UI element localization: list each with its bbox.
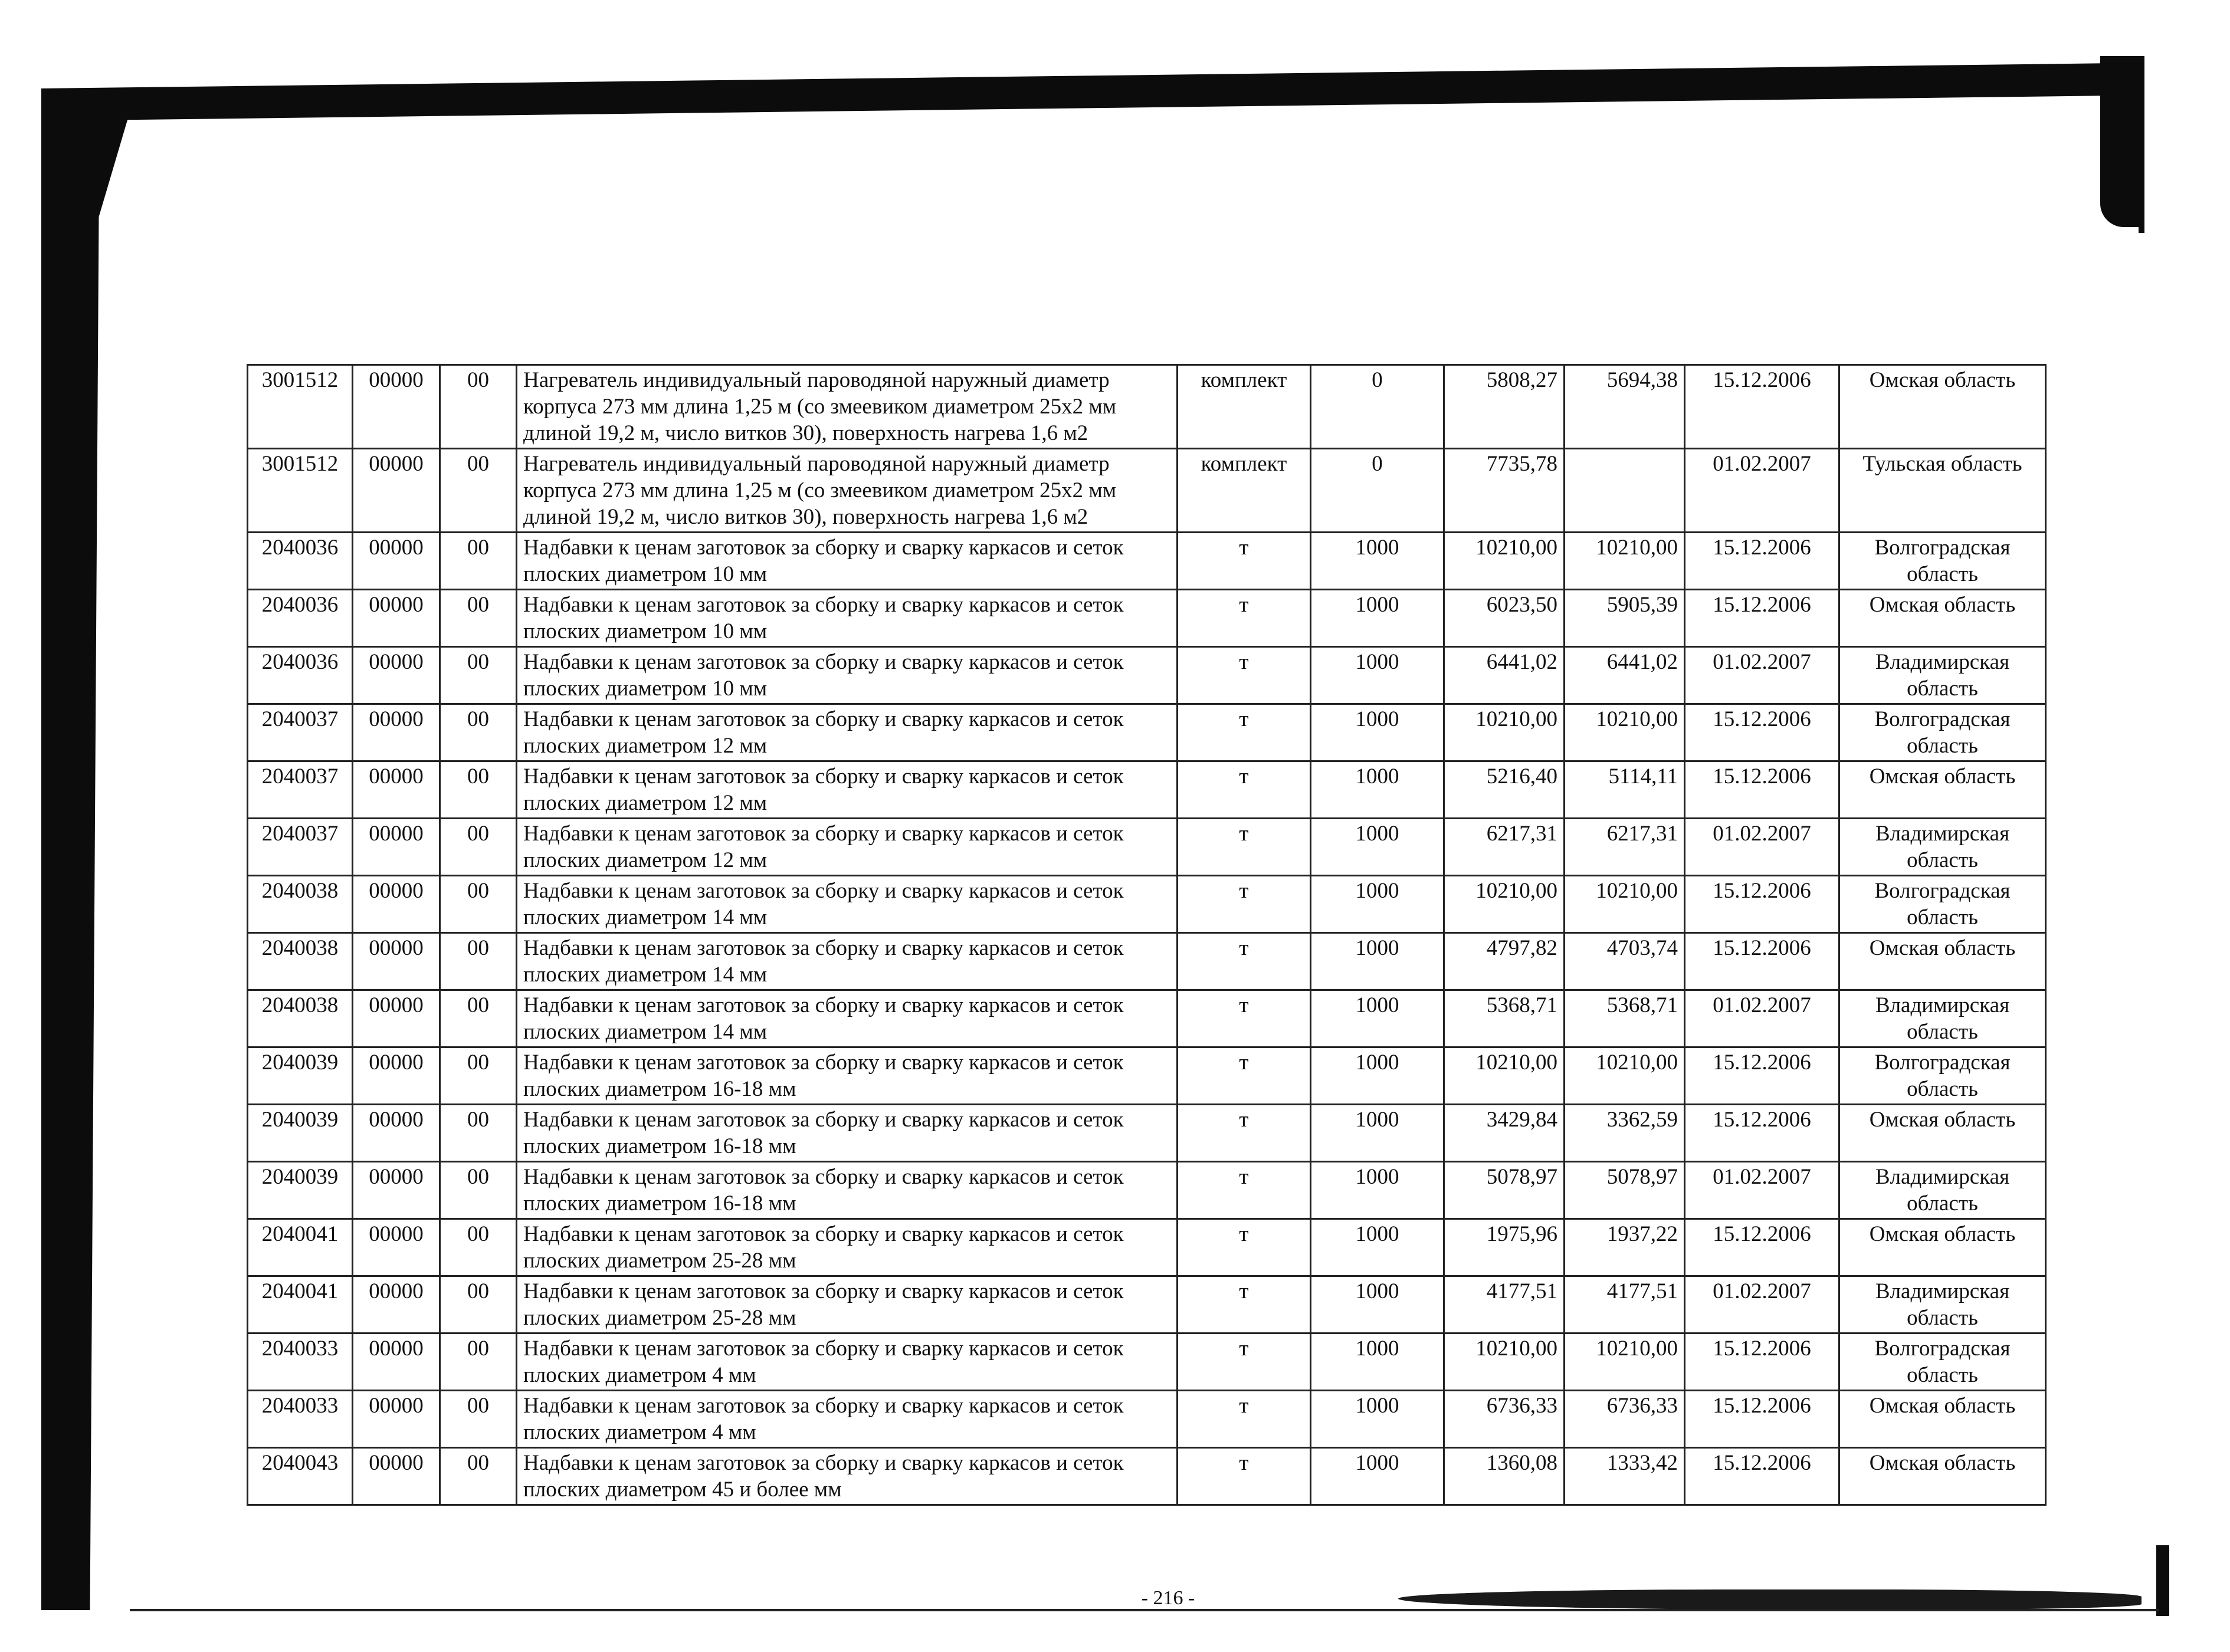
cell-region: Волгоградская область — [1839, 876, 2046, 933]
cell-index: 00 — [440, 1162, 517, 1219]
table-row — [248, 1276, 2046, 1334]
cell-quantity: 1000 — [1311, 933, 1444, 990]
cell-unit: т — [1178, 1334, 1311, 1391]
cell-quantity: 1000 — [1311, 1391, 1444, 1448]
cell-subcode: 00000 — [353, 1334, 440, 1391]
cell-price: 5114,11 — [1565, 761, 1685, 819]
cell-date: 15.12.2006 — [1685, 590, 1839, 647]
cell-name: Надбавки к ценам заготовок за сборку и сварку каркасов и сеток плоских диаметром 14 мм — [517, 990, 1178, 1047]
cell-index: 00 — [440, 1047, 517, 1105]
cell-code: 2040039 — [248, 1162, 353, 1219]
cell-unit: т — [1178, 1276, 1311, 1334]
cell-unit: т — [1178, 1219, 1311, 1276]
cell-date: 15.12.2006 — [1685, 365, 1839, 449]
cell-index: 00 — [440, 1219, 517, 1276]
cell-quantity: 1000 — [1311, 647, 1444, 704]
cell-price-with-vat: 4177,51 — [1444, 1276, 1565, 1334]
cell-quantity: 1000 — [1311, 761, 1444, 819]
cell-index: 00 — [440, 876, 517, 933]
cell-subcode: 00000 — [353, 704, 440, 761]
table-row — [248, 933, 2046, 990]
cell-code: 2040039 — [248, 1047, 353, 1105]
scan-border-top-right — [2100, 56, 2139, 227]
cell-subcode: 00000 — [353, 590, 440, 647]
cell-price: 4703,74 — [1565, 933, 1685, 990]
cell-index: 00 — [440, 449, 517, 533]
cell-date: 15.12.2006 — [1685, 933, 1839, 990]
cell-date: 01.02.2007 — [1685, 1276, 1839, 1334]
scan-border-top — [41, 63, 2142, 121]
cell-quantity: 1000 — [1311, 819, 1444, 876]
cell-price-with-vat: 10210,00 — [1444, 876, 1565, 933]
table-row — [248, 1448, 2046, 1505]
cell-unit: т — [1178, 1391, 1311, 1448]
cell-code: 2040041 — [248, 1219, 353, 1276]
cell-subcode: 00000 — [353, 876, 440, 933]
cell-price-with-vat: 10210,00 — [1444, 1334, 1565, 1391]
cell-name: Надбавки к ценам заготовок за сборку и сварку каркасов и сеток плоских диаметром 14 мм — [517, 933, 1178, 990]
cell-date: 15.12.2006 — [1685, 1105, 1839, 1162]
table-row — [248, 819, 2046, 876]
cell-price: 10210,00 — [1565, 1047, 1685, 1105]
cell-unit: т — [1178, 1162, 1311, 1219]
cell-price: 1937,22 — [1565, 1219, 1685, 1276]
cell-name: Надбавки к ценам заготовок за сборку и сварку каркасов и сеток плоских диаметром 25-28 мм — [517, 1276, 1178, 1334]
cell-name: Надбавки к ценам заготовок за сборку и сварку каркасов и сеток плоских диаметром 16-18 мм — [517, 1047, 1178, 1105]
cell-code: 2040036 — [248, 590, 353, 647]
cell-name: Надбавки к ценам заготовок за сборку и сварку каркасов и сеток плоских диаметром 16-18 мм — [517, 1162, 1178, 1219]
price-table — [247, 364, 2047, 1506]
page-number: - 216 - — [1141, 1587, 1195, 1609]
cell-date: 15.12.2006 — [1685, 533, 1839, 590]
cell-region: Омская область — [1839, 761, 2046, 819]
cell-quantity: 1000 — [1311, 590, 1444, 647]
cell-region: Волгоградская область — [1839, 704, 2046, 761]
cell-quantity: 0 — [1311, 449, 1444, 533]
cell-unit: т — [1178, 1448, 1311, 1505]
table-row — [248, 533, 2046, 590]
cell-date: 01.02.2007 — [1685, 647, 1839, 704]
cell-quantity: 1000 — [1311, 990, 1444, 1047]
cell-price-with-vat: 10210,00 — [1444, 533, 1565, 590]
table-row — [248, 1391, 2046, 1448]
cell-quantity: 1000 — [1311, 1334, 1444, 1391]
cell-index: 00 — [440, 819, 517, 876]
cell-name: Надбавки к ценам заготовок за сборку и сварку каркасов и сеток плоских диаметром 4 мм — [517, 1334, 1178, 1391]
cell-name: Надбавки к ценам заготовок за сборку и сварку каркасов и сеток плоских диаметром 12 мм — [517, 704, 1178, 761]
cell-price: 3362,59 — [1565, 1105, 1685, 1162]
cell-price: 6736,33 — [1565, 1391, 1685, 1448]
cell-quantity: 1000 — [1311, 1448, 1444, 1505]
cell-unit: т — [1178, 1047, 1311, 1105]
cell-region: Омская область — [1839, 1105, 2046, 1162]
cell-index: 00 — [440, 1334, 517, 1391]
price-table-body — [248, 365, 2046, 1505]
cell-price: 5905,39 — [1565, 590, 1685, 647]
cell-region: Владимирская область — [1839, 990, 2046, 1047]
cell-subcode: 00000 — [353, 933, 440, 990]
cell-name: Надбавки к ценам заготовок за сборку и сварку каркасов и сеток плоских диаметром 10 мм — [517, 533, 1178, 590]
cell-subcode: 00000 — [353, 990, 440, 1047]
cell-unit: т — [1178, 704, 1311, 761]
table-row — [248, 1334, 2046, 1391]
table-row — [248, 876, 2046, 933]
cell-region: Тульская область — [1839, 449, 2046, 533]
table-row — [248, 1219, 2046, 1276]
cell-date: 15.12.2006 — [1685, 1391, 1839, 1448]
cell-price-with-vat: 1975,96 — [1444, 1219, 1565, 1276]
cell-price: 10210,00 — [1565, 1334, 1685, 1391]
cell-region: Омская область — [1839, 365, 2046, 449]
cell-unit: т — [1178, 933, 1311, 990]
cell-subcode: 00000 — [353, 365, 440, 449]
cell-price: 6217,31 — [1565, 819, 1685, 876]
cell-code: 2040033 — [248, 1334, 353, 1391]
cell-code: 2040036 — [248, 647, 353, 704]
cell-index: 00 — [440, 761, 517, 819]
cell-price: 10210,00 — [1565, 704, 1685, 761]
cell-region: Омская область — [1839, 1448, 2046, 1505]
cell-quantity: 0 — [1311, 365, 1444, 449]
cell-price: 6441,02 — [1565, 647, 1685, 704]
table-row — [248, 1105, 2046, 1162]
cell-subcode: 00000 — [353, 819, 440, 876]
cell-quantity: 1000 — [1311, 533, 1444, 590]
cell-date: 01.02.2007 — [1685, 449, 1839, 533]
cell-date: 15.12.2006 — [1685, 761, 1839, 819]
cell-code: 2040037 — [248, 761, 353, 819]
scan-border-right-bottom — [2156, 1545, 2169, 1616]
cell-subcode: 00000 — [353, 1219, 440, 1276]
cell-code: 2040037 — [248, 704, 353, 761]
table-row — [248, 647, 2046, 704]
cell-unit: комплект — [1178, 365, 1311, 449]
cell-price-with-vat: 6023,50 — [1444, 590, 1565, 647]
cell-subcode: 00000 — [353, 1448, 440, 1505]
cell-name: Надбавки к ценам заготовок за сборку и сварку каркасов и сеток плоских диаметром 10 мм — [517, 590, 1178, 647]
cell-quantity: 1000 — [1311, 1047, 1444, 1105]
cell-index: 00 — [440, 365, 517, 449]
cell-index: 00 — [440, 704, 517, 761]
cell-name: Надбавки к ценам заготовок за сборку и сварку каркасов и сеток плоских диаметром 12 мм — [517, 761, 1178, 819]
cell-unit: т — [1178, 1105, 1311, 1162]
cell-quantity: 1000 — [1311, 1162, 1444, 1219]
cell-price: 10210,00 — [1565, 876, 1685, 933]
table-row — [248, 590, 2046, 647]
cell-price: 1333,42 — [1565, 1448, 1685, 1505]
cell-price — [1565, 449, 1685, 533]
cell-date: 15.12.2006 — [1685, 704, 1839, 761]
cell-price-with-vat: 5216,40 — [1444, 761, 1565, 819]
cell-code: 2040037 — [248, 819, 353, 876]
cell-date: 15.12.2006 — [1685, 876, 1839, 933]
cell-code: 2040038 — [248, 876, 353, 933]
cell-code: 2040038 — [248, 990, 353, 1047]
cell-region: Волгоградская область — [1839, 533, 2046, 590]
cell-code: 2040041 — [248, 1276, 353, 1334]
cell-name: Надбавки к ценам заготовок за сборку и сварку каркасов и сеток плоских диаметром 14 мм — [517, 876, 1178, 933]
cell-name: Нагреватель индивидуальный пароводяной наружный диаметр корпуса 273 мм длина 1,25 м (со змеевиком диаметром 25х2 мм длиной 19,2 м, число витков 30), поверхность нагрева 1,6 м2 — [517, 449, 1178, 533]
cell-name: Надбавки к ценам заготовок за сборку и сварку каркасов и сеток плоских диаметром 45 и более мм — [517, 1448, 1178, 1505]
cell-region: Владимирская область — [1839, 1162, 2046, 1219]
cell-quantity: 1000 — [1311, 876, 1444, 933]
scan-border-right — [2139, 56, 2144, 233]
cell-code: 2040036 — [248, 533, 353, 590]
cell-name: Надбавки к ценам заготовок за сборку и сварку каркасов и сеток плоских диаметром 16-18 мм — [517, 1105, 1178, 1162]
cell-subcode: 00000 — [353, 1047, 440, 1105]
cell-price-with-vat: 10210,00 — [1444, 1047, 1565, 1105]
cell-subcode: 00000 — [353, 761, 440, 819]
cell-region: Владимирская область — [1839, 647, 2046, 704]
cell-name: Надбавки к ценам заготовок за сборку и сварку каркасов и сеток плоских диаметром 12 мм — [517, 819, 1178, 876]
cell-subcode: 00000 — [353, 1162, 440, 1219]
table-row — [248, 761, 2046, 819]
cell-quantity: 1000 — [1311, 1276, 1444, 1334]
cell-index: 00 — [440, 647, 517, 704]
cell-unit: т — [1178, 761, 1311, 819]
cell-subcode: 00000 — [353, 1276, 440, 1334]
cell-region: Волгоградская область — [1839, 1334, 2046, 1391]
cell-region: Омская область — [1839, 933, 2046, 990]
cell-index: 00 — [440, 1448, 517, 1505]
cell-date: 15.12.2006 — [1685, 1047, 1839, 1105]
cell-code: 2040043 — [248, 1448, 353, 1505]
cell-price-with-vat: 5368,71 — [1444, 990, 1565, 1047]
cell-index: 00 — [440, 990, 517, 1047]
cell-region: Волгоградская область — [1839, 1047, 2046, 1105]
table-row — [248, 1162, 2046, 1219]
cell-index: 00 — [440, 1276, 517, 1334]
cell-price: 5694,38 — [1565, 365, 1685, 449]
table-row — [248, 449, 2046, 533]
cell-code: 3001512 — [248, 365, 353, 449]
cell-subcode: 00000 — [353, 533, 440, 590]
cell-price-with-vat: 7735,78 — [1444, 449, 1565, 533]
cell-price-with-vat: 6736,33 — [1444, 1391, 1565, 1448]
scan-border-left — [41, 112, 130, 1610]
cell-price-with-vat: 6441,02 — [1444, 647, 1565, 704]
cell-price: 4177,51 — [1565, 1276, 1685, 1334]
cell-unit: т — [1178, 876, 1311, 933]
cell-price: 10210,00 — [1565, 533, 1685, 590]
cell-price-with-vat: 10210,00 — [1444, 704, 1565, 761]
cell-date: 15.12.2006 — [1685, 1334, 1839, 1391]
cell-name: Надбавки к ценам заготовок за сборку и сварку каркасов и сеток плоских диаметром 25-28 мм — [517, 1219, 1178, 1276]
cell-code: 3001512 — [248, 449, 353, 533]
cell-unit: т — [1178, 990, 1311, 1047]
cell-name: Надбавки к ценам заготовок за сборку и сварку каркасов и сеток плоских диаметром 10 мм — [517, 647, 1178, 704]
cell-code: 2040039 — [248, 1105, 353, 1162]
cell-date: 15.12.2006 — [1685, 1219, 1839, 1276]
cell-index: 00 — [440, 1391, 517, 1448]
cell-unit: комплект — [1178, 449, 1311, 533]
cell-region: Владимирская область — [1839, 819, 2046, 876]
cell-unit: т — [1178, 647, 1311, 704]
cell-name: Нагреватель индивидуальный пароводяной наружный диаметр корпуса 273 мм длина 1,25 м (со змеевиком диаметром 25х2 мм длиной 19,2 м, число витков 30), поверхность нагрева 1,6 м2 — [517, 365, 1178, 449]
cell-index: 00 — [440, 533, 517, 590]
cell-price: 5078,97 — [1565, 1162, 1685, 1219]
cell-price-with-vat: 6217,31 — [1444, 819, 1565, 876]
cell-region: Омская область — [1839, 1391, 2046, 1448]
cell-subcode: 00000 — [353, 449, 440, 533]
table-row — [248, 704, 2046, 761]
cell-subcode: 00000 — [353, 647, 440, 704]
cell-region: Омская область — [1839, 1219, 2046, 1276]
cell-price: 5368,71 — [1565, 990, 1685, 1047]
cell-name: Надбавки к ценам заготовок за сборку и сварку каркасов и сеток плоских диаметром 4 мм — [517, 1391, 1178, 1448]
cell-code: 2040038 — [248, 933, 353, 990]
cell-date: 01.02.2007 — [1685, 1162, 1839, 1219]
cell-price-with-vat: 5808,27 — [1444, 365, 1565, 449]
cell-unit: т — [1178, 819, 1311, 876]
cell-quantity: 1000 — [1311, 704, 1444, 761]
cell-date: 15.12.2006 — [1685, 1448, 1839, 1505]
cell-region: Омская область — [1839, 590, 2046, 647]
cell-date: 01.02.2007 — [1685, 819, 1839, 876]
cell-quantity: 1000 — [1311, 1105, 1444, 1162]
cell-index: 00 — [440, 590, 517, 647]
table-row — [248, 1047, 2046, 1105]
cell-price-with-vat: 4797,82 — [1444, 933, 1565, 990]
cell-date: 01.02.2007 — [1685, 990, 1839, 1047]
scan-smear — [1398, 1589, 2142, 1610]
cell-price-with-vat: 1360,08 — [1444, 1448, 1565, 1505]
cell-index: 00 — [440, 933, 517, 990]
cell-quantity: 1000 — [1311, 1219, 1444, 1276]
table-row — [248, 365, 2046, 449]
cell-subcode: 00000 — [353, 1391, 440, 1448]
cell-unit: т — [1178, 533, 1311, 590]
cell-price-with-vat: 3429,84 — [1444, 1105, 1565, 1162]
cell-subcode: 00000 — [353, 1105, 440, 1162]
cell-unit: т — [1178, 590, 1311, 647]
cell-code: 2040033 — [248, 1391, 353, 1448]
table-row — [248, 990, 2046, 1047]
cell-region: Владимирская область — [1839, 1276, 2046, 1334]
cell-index: 00 — [440, 1105, 517, 1162]
cell-price-with-vat: 5078,97 — [1444, 1162, 1565, 1219]
